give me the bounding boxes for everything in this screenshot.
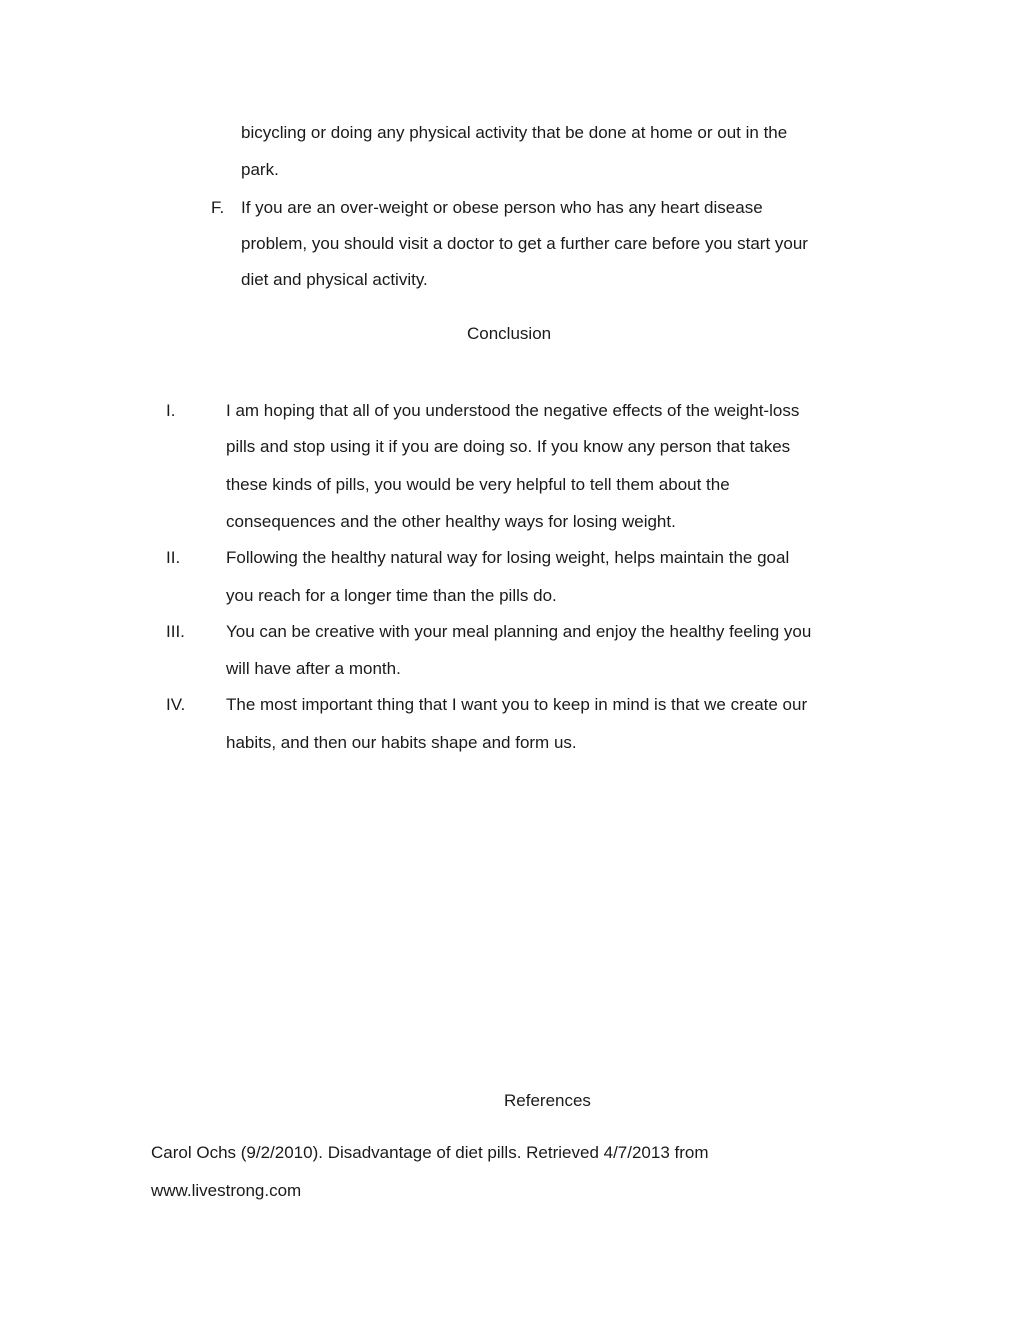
references-heading: References (504, 1091, 591, 1110)
conclusion-item-line: consequences and the other healthy ways for losing weight. (226, 512, 676, 531)
conclusion-item-line: Following the healthy natural way for losing weight, helps maintain the goal (226, 548, 790, 567)
conclusion-marker-i: I. (166, 401, 176, 420)
conclusion-item-line: will have after a month. (226, 659, 401, 678)
conclusion-item-line: you reach for a longer time than the pills do. (226, 586, 557, 605)
list-item-f-line: If you are an over-weight or obese person who has any heart disease (241, 198, 763, 217)
conclusion-marker-ii: II. (166, 548, 181, 567)
conclusion-item-line: these kinds of pills, you would be very helpful to tell them about the (226, 475, 730, 494)
list-item-f-line: problem, you should visit a doctor to get a further care before you start your (241, 234, 808, 253)
reference-entry-line: Carol Ochs (9/2/2010). Disadvantage of diet pills. Retrieved 4/7/2013 from (151, 1143, 709, 1162)
conclusion-item-line: The most important thing that I want you to keep in mind is that we create our (226, 695, 808, 714)
conclusion-item-line: I am hoping that all of you understood the negative effects of the weight-loss (226, 401, 800, 420)
continuation-line: park. (241, 160, 279, 179)
conclusion-item-line: habits, and then our habits shape and form us. (226, 733, 577, 752)
list-marker-f: F. (211, 198, 225, 217)
reference-entry-line: www.livestrong.com (151, 1181, 302, 1200)
conclusion-heading: Conclusion (467, 324, 552, 343)
continuation-line: bicycling or doing any physical activity that be done at home or out in the (241, 123, 788, 142)
list-item-f-line: diet and physical activity. (241, 270, 428, 289)
conclusion-marker-iii: III. (166, 622, 185, 641)
conclusion-marker-iv: IV. (166, 695, 186, 714)
conclusion-item-line: pills and stop using it if you are doing so. If you know any person that takes (226, 437, 791, 456)
conclusion-item-line: You can be creative with your meal planning and enjoy the healthy feeling you (226, 622, 812, 641)
